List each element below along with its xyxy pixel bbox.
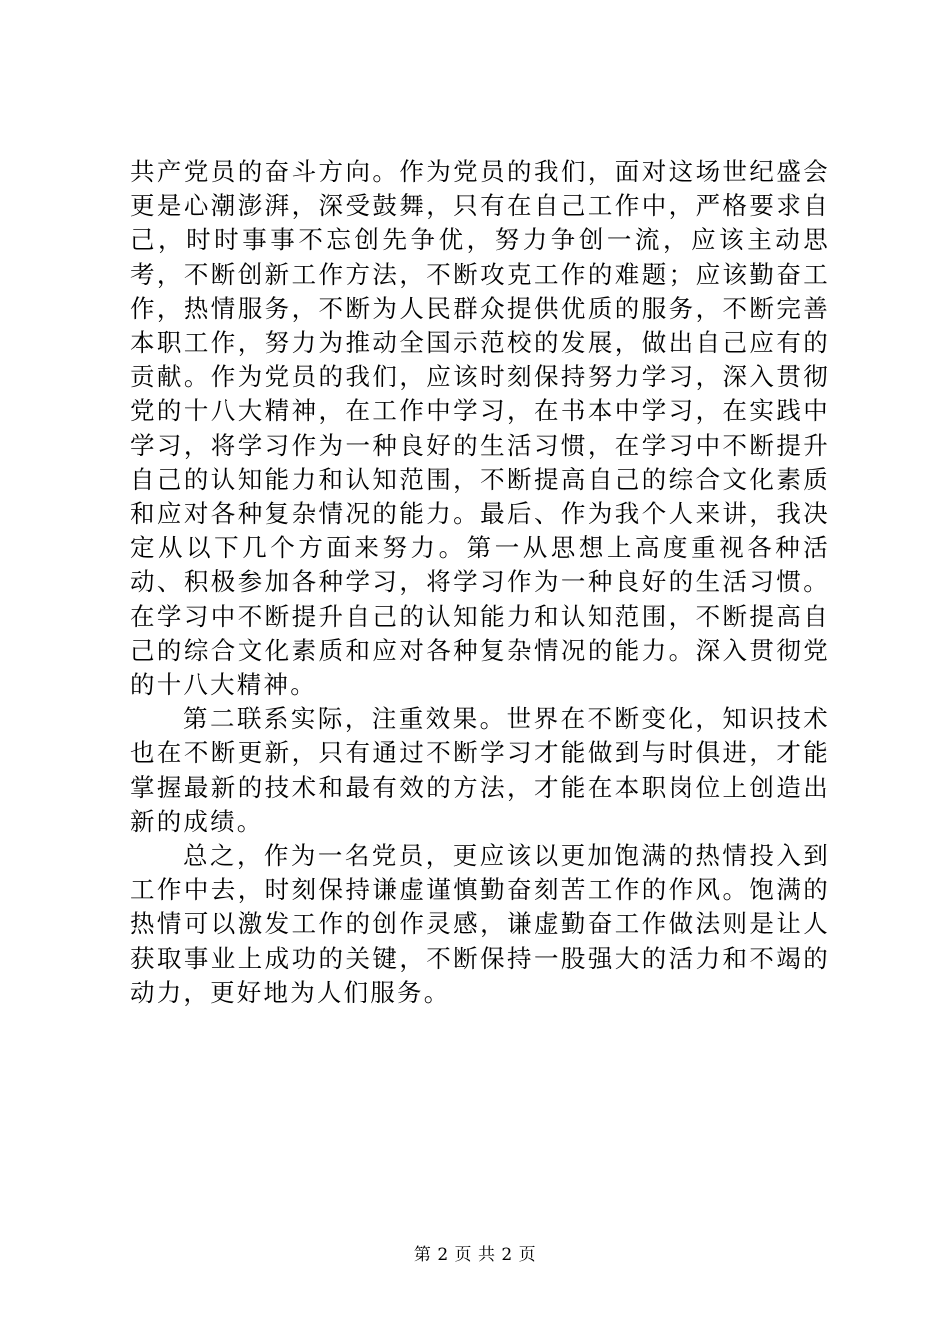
paragraph-1: 共产党员的奋斗方向。作为党员的我们，面对这场世纪盛会更是心潮澎湃，深受鼓舞，只有在自己工作中，严格要求自己，时时事事不忘创先争优，努力争创一流，应该主动思考，不断创新工作方法，不断攻克工作的难题；应该勤奋工作，热情服务，不断为人民群众提供优质的服务，不断完善本职工作，努力为推动全国示范校的发展，做出自己应有的贡献。作为党员的我们，应该时刻保持努力学习，深入贯彻党的十八大精神，在工作中学习，在书本中学习，在实践中学习，将学习作为一种良好的生活习惯，在学习中不断提升自己的认知能力和认知范围，不断提高自己的综合文化素质和应对各种复杂情况的能力。最后、作为我个人来讲，我决定从以下几个方面来努力。第一从思想上高度重视各种活动、积极参加各种学习，将学习作为一种良好的生活习惯。在学习中不断提升自己的认知能力和认知范围，不断提高自己的综合文化素质和应对各种复杂情况的能力。深入贯彻党的十八大精神。 (130, 157, 830, 700)
paragraph-2: 第二联系实际，注重效果。世界在不断变化，知识技术也在不断更新，只有通过不断学习才能做到与时俱进，才能掌握最新的技术和最有效的方法，才能在本职岗位上创造出新的成绩。 (130, 704, 830, 836)
page-number-footer: 第 2 页 共 2 页 (413, 1245, 537, 1265)
document-body (130, 155, 830, 1010)
paragraph-3: 总之，作为一名党员，更应该以更加饱满的热情投入到工作中去，时刻保持谦虚谨慎勤奋刻苦工作的作风。饱满的热情可以激发工作的创作灵感，谦虚勤奋工作做法则是让人获取事业上成功的关键，不断保持一股强大的活力和不竭的动力，更好地为人们服务。 (130, 841, 830, 1007)
